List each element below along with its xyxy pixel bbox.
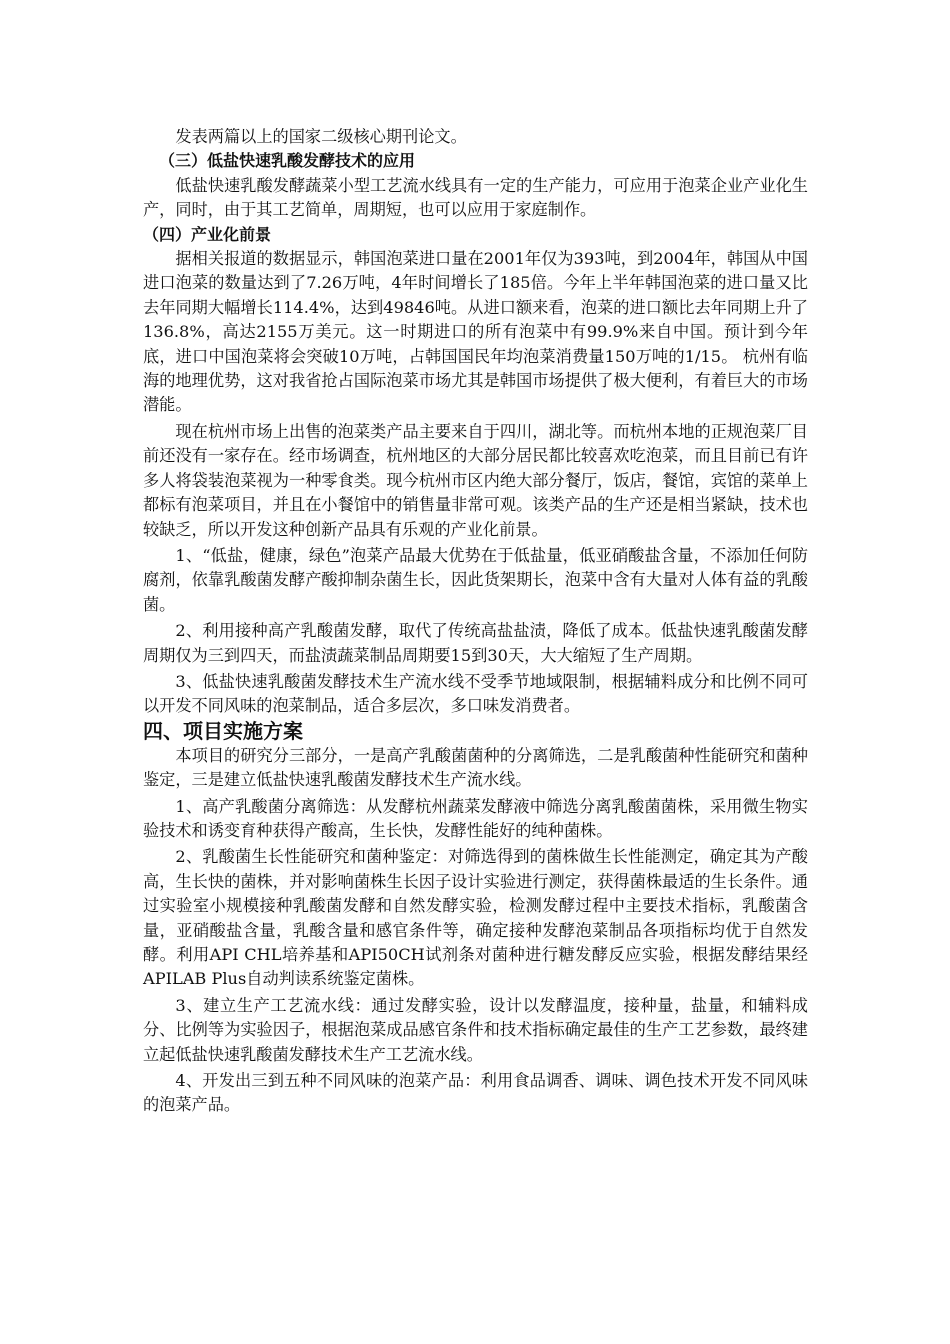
paragraph-market-data: 据相关报道的数据显示，韩国泡菜进口量在2001年仅为393吨，到2004年，韩国从中国进口泡菜的数量达到了7.26万吨，4年时间增长了185倍。今年上半年韩国泡菜的进口量又比去年同期大幅增长114.4%，达到49846吨。从进口额来看，泡菜的进口额比去年同期上升了136.8%，高达2155万美元。这一时期进口的所有泡菜中有99.9%来自中国。预计到今年底，进口中国泡菜将会突破10万吨，占韩国国民年均泡菜消费量150万吨的1/15。 杭州有临海的地理优势，这对我省抢占国际泡菜市场尤其是韩国市场提供了极大便利，有着巨大的市场潜能。 [143,249,808,415]
paragraph-publications: 发表两篇以上的国家二级核心期刊论文。 [175,127,467,146]
paragraph-overview: 本项目的研究分三部分，一是高产乳酸菌菌种的分离筛选，二是乳酸菌种性能研究和菌种鉴定，三是建立低盐快速乳酸菌发酵技术生产流水线。 [143,745,808,790]
heading-application: （三）低盐快速乳酸发酵技术的应用 [159,151,416,171]
section-heading-implementation: 四、项目实施方案 [143,718,303,743]
paragraph-application: 低盐快速乳酸发酵蔬菜小型工艺流水线具有一定的生产能力，可应用于泡菜企业产业化生产，同时，由于其工艺简单，周期短，也可以应用于家庭制作。 [143,175,808,220]
paragraph-step-1: 1、高产乳酸菌分离筛选：从发酵杭州蔬菜发酵液中筛选分离乳酸菌菌株，采用微生物实验技术和诱变育种获得产酸高，生长快，发酵性能好的纯种菌株。 [143,796,808,840]
document-page [143,125,808,1118]
paragraph-advantage-2: 2、利用接种高产乳酸菌发酵，取代了传统高盐盐渍，降低了成本。低盐快速乳酸菌发酵周期仅为三到四天，而盐渍蔬菜制品周期要15到30天，大大缩短了生产周期。 [143,621,808,665]
paragraph-advantage-1: 1、“低盐，健康，绿色”泡菜产品最大优势在于低盐量，低亚硝酸盐含量，不添加任何防腐剂，依靠乳酸菌发酵产酸抑制杂菌生长，因此货架期长，泡菜中含有大量对人体有益的乳酸菌。 [143,545,808,614]
paragraph-step-4: 4、开发出三到五种不同风味的泡菜产品：利用食品调香、调味、调色技术开发不同风味的泡菜产品。 [143,1071,808,1115]
paragraph-hangzhou-market: 现在杭州市场上出售的泡菜类产品主要来自于四川，湖北等。而杭州本地的正规泡菜厂目前还没有一家存在。经市场调查，杭州地区的大部分居民都比较喜欢吃泡菜，而且目前已有许多人将袋装泡菜视为一种零食类。现今杭州市区内绝大部分餐厅，饭店，餐馆，宾馆的菜单上都标有泡菜项目，并且在小餐馆中的销售量非常可观。该类产品的生产还是相当紧缺，技术也较缺乏，所以开发这种创新产品具有乐观的产业化前景。 [143,421,808,539]
paragraph-advantage-3: 3、低盐快速乳酸菌发酵技术生产流水线不受季节地域限制，根据辅料成分和比例不同可以开发不同风味的泡菜制品，适合多层次，多口味发消费者。 [143,671,808,716]
paragraph-step-3: 3、建立生产工艺流水线：通过发酵实验，设计以发酵温度，接种量，盐量，和辅料成分、比例等为实验因子，根据泡菜成品感官条件和技术指标确定最佳的生产工艺参数，最终建立起低盐快速乳酸菌发酵技术生产工艺流水线。 [143,995,808,1064]
heading-industrialization: （四）产业化前景 [143,224,272,244]
paragraph-step-2: 2、乳酸菌生长性能研究和菌种鉴定：对筛选得到的菌株做生长性能测定，确定其为产酸高，生长快的菌株，并对影响菌株生长因子设计实验进行测定，获得菌株最适的生长条件。通过实验室小规模接种乳酸菌发酵和自然发酵实验，检测发酵过程中主要技术指标，乳酸菌含量，亚硝酸盐含量，乳酸含量和感官条件等，确定接种发酵泡菜制品各项指标均优于自然发酵。利用API CHL培养基和API50CH试剂条对菌种进行糖发酵反应实验，根据发酵结果经APILAB Plus自动判读系统鉴定菌株。 [143,847,808,989]
